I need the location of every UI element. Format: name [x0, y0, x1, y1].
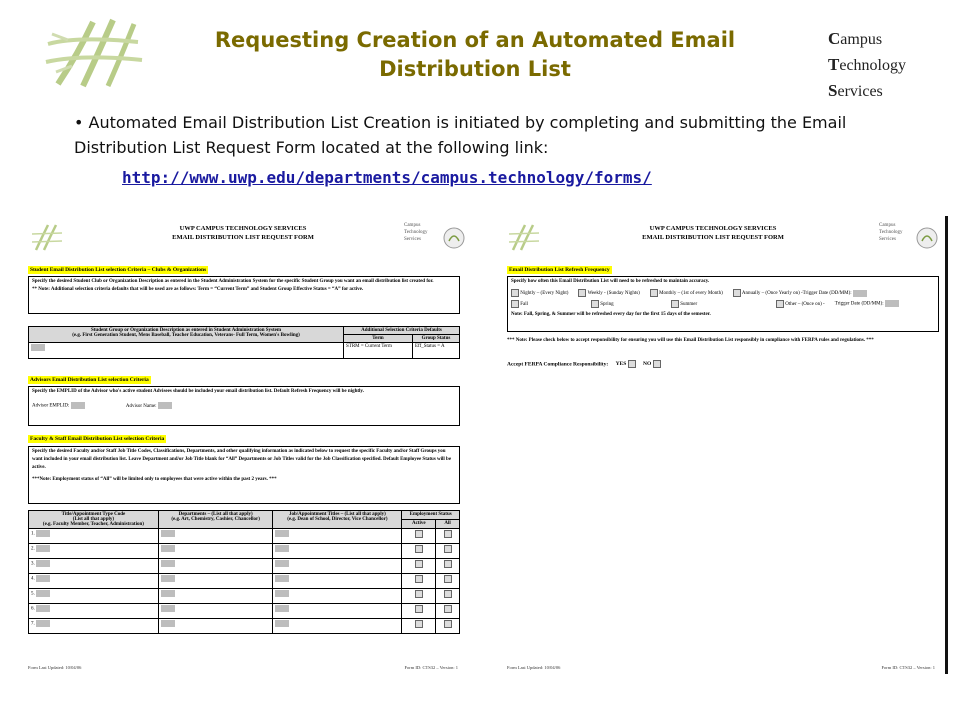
- table-row: [29, 619, 460, 634]
- title-code-input[interactable]: [36, 620, 50, 627]
- row-number: 4.: [31, 576, 35, 582]
- annually-checkbox[interactable]: [733, 289, 741, 297]
- job-title-input[interactable]: [275, 530, 289, 537]
- title-code-input[interactable]: [36, 590, 50, 597]
- all-checkbox[interactable]: [444, 560, 452, 568]
- department-input[interactable]: [161, 575, 175, 582]
- all-checkbox[interactable]: [444, 575, 452, 583]
- form-page-right: [481, 216, 948, 674]
- refresh-box: Specify how often this Email Distribution List will need to be refreshed to maintain accuracy. Nightly – (Every Night) Weekly - (Sunday Nights) Monthly – (1st of every Month) Annually – (Once Yearly on) -Trigger Date (DD/MM): Fall Spring Summer Other – (Once on) - Trigger Date (DD/MM): Note: Fall, Spring, & Summer will be refreshed every day for the first 15 days of the semester.: [507, 276, 939, 332]
- job-title-input[interactable]: [275, 620, 289, 627]
- department-input[interactable]: [161, 590, 175, 597]
- nightly-checkbox[interactable]: [511, 289, 519, 297]
- fall-checkbox[interactable]: [511, 300, 519, 308]
- job-title-input[interactable]: [275, 590, 289, 597]
- active-checkbox[interactable]: [415, 605, 423, 613]
- bullet-text: • Automated Email Distribution List Creation is initiated by completing and submitting the Email Distribution List Request Form located at the following link:: [74, 113, 847, 157]
- form-page-left: [14, 216, 472, 674]
- ferpa-yes-checkbox[interactable]: [628, 360, 636, 368]
- mini-cts-label: Campus Technology Services: [404, 223, 428, 242]
- title-code-input[interactable]: [36, 575, 50, 582]
- footer-right: Form ID: CTS32 – Version: 1: [404, 665, 458, 670]
- monthly-checkbox[interactable]: [650, 289, 658, 297]
- faculty-section-heading: Faculty & Staff Email Distribution List selection Criteria: [30, 436, 165, 442]
- row-number: 3.: [31, 561, 35, 567]
- student-section-heading: Student Email Distribution List selection Criteria – Clubs & Organizations: [30, 267, 207, 273]
- spring-checkbox[interactable]: [591, 300, 599, 308]
- row-number: 6.: [31, 606, 35, 612]
- department-input[interactable]: [161, 560, 175, 567]
- active-checkbox[interactable]: [415, 590, 423, 598]
- table-row: [29, 589, 460, 604]
- row-number: 2.: [31, 546, 35, 552]
- table-row: [29, 604, 460, 619]
- job-title-input[interactable]: [275, 605, 289, 612]
- advisor-section-heading: Advisors Email Distribution List selection Criteria: [30, 377, 149, 383]
- uwp-logo: [38, 14, 152, 90]
- title-code-input[interactable]: [36, 605, 50, 612]
- title-code-input[interactable]: [36, 530, 50, 537]
- student-group-table: Student Group or Organization Description as entered in Student Administration System (e.g. First Generation Student, Mens Baseball, Teacher Education, Veterans- Full Term, Women's Bowling) Additional Selection Criteria Defaults Term Group Status STRM = Current Term Eff_Status = A: [28, 326, 460, 359]
- page-title: Requesting Creation of an Automated Email Distribution List: [214, 28, 736, 81]
- active-checkbox[interactable]: [415, 560, 423, 568]
- department-input[interactable]: [161, 605, 175, 612]
- active-checkbox[interactable]: [415, 620, 423, 628]
- advisor-box: Specify the EMPLID of the Advisor who's active student Advisees should be included your email distribution list. Default Refresh Frequency will be nightly. Advisor EMPLID: Advisor Name:: [28, 386, 460, 426]
- form-heading: UWP CAMPUS TECHNOLOGY SERVICES EMAIL DISTRIBUTION LIST REQUEST FORM: [172, 225, 314, 241]
- all-checkbox[interactable]: [444, 530, 452, 538]
- department-input[interactable]: [161, 620, 175, 627]
- table-row: [29, 544, 460, 559]
- student-instructions: Specify the desired Student Club or Organization Description as entered in the Student Administration System for the specific Student Group you want an email distribution list created for. ** Note: Additional selection criteria defaults that will be used are as follows: Term = “Current Term” and Student Group Effective Status = “A” for active.: [28, 276, 460, 314]
- form-link[interactable]: http://www.uwp.edu/departments/campus.technology/forms/: [122, 168, 652, 187]
- ferpa-row: Accept FERPA Compliance Responsibility: YES NO: [507, 360, 661, 368]
- footer-right: Form ID: CTS32 – Version: 1: [881, 665, 935, 670]
- job-title-input[interactable]: [275, 575, 289, 582]
- row-number: 7.: [31, 621, 35, 627]
- active-checkbox[interactable]: [415, 575, 423, 583]
- summer-checkbox[interactable]: [671, 300, 679, 308]
- faculty-table: Title/Appointment Type Code (List all that apply) (e.g. Faculty Member, Teacher, Administration) Departments – (List all that apply) (e.g. Art, Chemistry, Cashier, Chancellor) Job/Appointment Titles – (List all that apply) (e.g. Dean of School, Director, Vice Chancellor) Employment Status Active All 1. 2. 3. 4. 5. 6. 7.: [28, 510, 460, 634]
- faculty-instructions: Specify the desired Faculty and/or Staff Job Title Codes, Classifications, Departments, and other qualifying information as indicated below to request the specific Faculty and/or Staff Groups you want included in your email distribution list. Leave Department and/or Job Title blank for “All” Departments or Job Titles valid for the Job Classification specified. Default Employee Status will be active. ***Note: Employment status of “All” will be limited only to employees that were active within the past 2 years. ***: [28, 446, 460, 504]
- form-heading: UWP CAMPUS TECHNOLOGY SERVICES EMAIL DISTRIBUTION LIST REQUEST FORM: [642, 225, 784, 241]
- annual-date-input[interactable]: [853, 290, 867, 297]
- table-row: [29, 529, 460, 544]
- title-code-input[interactable]: [36, 560, 50, 567]
- row-number: 1.: [31, 531, 35, 537]
- campus-technology-services-label: Campus Technology Services: [828, 29, 906, 100]
- title-code-input[interactable]: [36, 545, 50, 552]
- footer-left: Form Last Updated: 10/04/06: [28, 665, 82, 670]
- all-checkbox[interactable]: [444, 590, 452, 598]
- other-date-input[interactable]: [885, 300, 899, 307]
- ferpa-no-checkbox[interactable]: [653, 360, 661, 368]
- weekly-checkbox[interactable]: [578, 289, 586, 297]
- job-title-input[interactable]: [275, 545, 289, 552]
- footer-left: Form Last Updated: 10/04/06: [507, 665, 561, 670]
- active-checkbox[interactable]: [415, 530, 423, 538]
- department-input[interactable]: [161, 545, 175, 552]
- refresh-section-heading: Email Distribution List Refresh Frequency: [509, 267, 610, 273]
- seal-icon: [442, 226, 466, 250]
- row-number: 5.: [31, 591, 35, 597]
- job-title-input[interactable]: [275, 560, 289, 567]
- other-checkbox[interactable]: [776, 300, 784, 308]
- ferpa-note: *** Note: Please check below to accept responsibility for ensuring you will use this Email Distribution List responsibly in compliance with FERPA rules and regulations. ***: [507, 338, 874, 343]
- all-checkbox[interactable]: [444, 545, 452, 553]
- all-checkbox[interactable]: [444, 620, 452, 628]
- mini-cts-label: Campus Technology Services: [879, 223, 903, 242]
- active-checkbox[interactable]: [415, 545, 423, 553]
- advisor-emplid-input[interactable]: [71, 402, 85, 409]
- table-row: [29, 574, 460, 589]
- student-group-input[interactable]: [31, 344, 45, 351]
- advisor-name-input[interactable]: [158, 402, 172, 409]
- table-row: [29, 559, 460, 574]
- all-checkbox[interactable]: [444, 605, 452, 613]
- department-input[interactable]: [161, 530, 175, 537]
- seal-icon: [915, 226, 939, 250]
